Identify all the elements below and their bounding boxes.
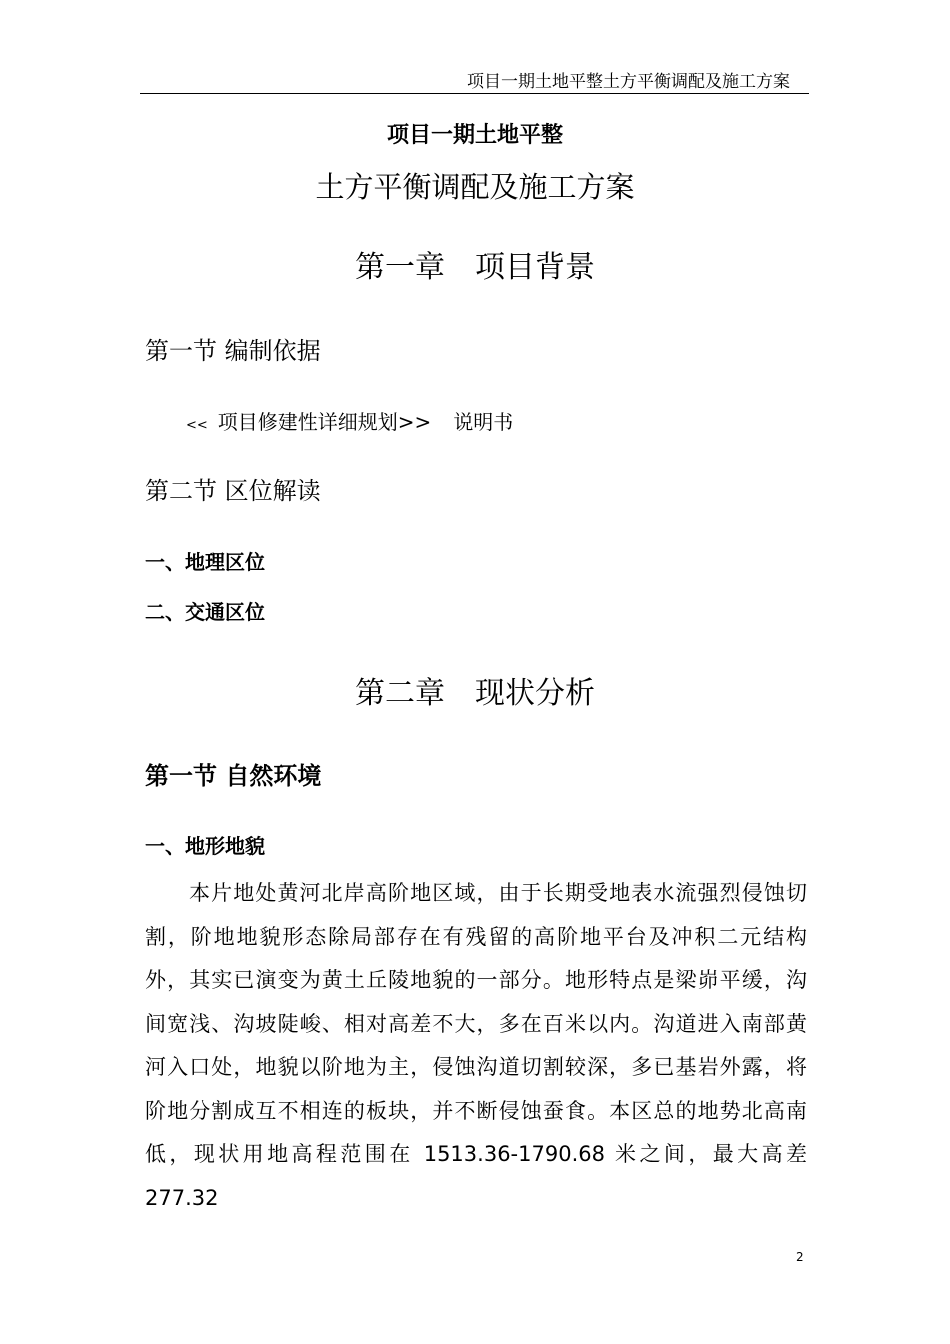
paragraph-line: 本片地处黄河北岸高阶地区域，由于长期受地表水流强烈侵蚀切 [189,881,807,905]
subsection-geographic-location: 一、地理区位 [145,550,265,574]
section-1-1-heading: 第一节 编制依据 [145,337,321,365]
chapter-2-number: 第二章 [355,676,445,711]
paragraph-line: 河入口处，地貌以阶地为主，侵蚀沟道切割较深，多已基岩外露，将 [145,1055,807,1079]
running-title: 项目一期土地平整土方平衡调配及施工方案 [467,72,790,92]
subsection-terrain: 一、地形地貌 [145,834,265,858]
subsection-traffic-location: 二、交通区位 [145,600,265,624]
header-divider [140,93,809,94]
page-number: 2 [796,1250,804,1264]
chapter-2-name: 现状分析 [475,676,595,711]
reference-open-bracket: << [186,418,208,433]
paragraph-line: 割，阶地地貌形态除局部存在有残留的高阶地平台及冲积二元结构 [145,924,807,949]
document-title-line-2: 土方平衡调配及施工方案 [315,170,635,204]
reference-line [186,406,513,435]
chapter-1-heading [0,242,950,286]
document-title-line-1: 项目一期土地平整 [386,123,563,148]
chapter-1-name: 项目背景 [475,250,595,285]
paragraph-line: 外，其实已演变为黄土丘陵地貌的一部分。地形特点是梁峁平缓，沟 [145,968,807,992]
paragraph-line: 间宽浅、沟坡陡峻、相对高差不大，多在百米以内。沟道进入南部黄 [145,1011,807,1036]
reference-suffix: 说明书 [453,410,514,434]
chapter-1-number: 第一章 [355,250,445,285]
section-2-1-heading: 第一节 自然环境 [145,762,322,790]
reference-title: 项目修建性详细规划>> [217,410,432,434]
paragraph-line: 阶地分割成互不相连的板块，并不断侵蚀蚕食。本区总的地势北高南 [145,1098,807,1123]
paragraph-line: 低，现状用地高程范围在 1513.36-1790.68 米之间，最大高差 277.32 [145,1142,807,1210]
terrain-paragraph [145,872,807,1220]
section-1-2-heading: 第二节 区位解读 [145,477,321,505]
chapter-2-heading [0,668,950,712]
